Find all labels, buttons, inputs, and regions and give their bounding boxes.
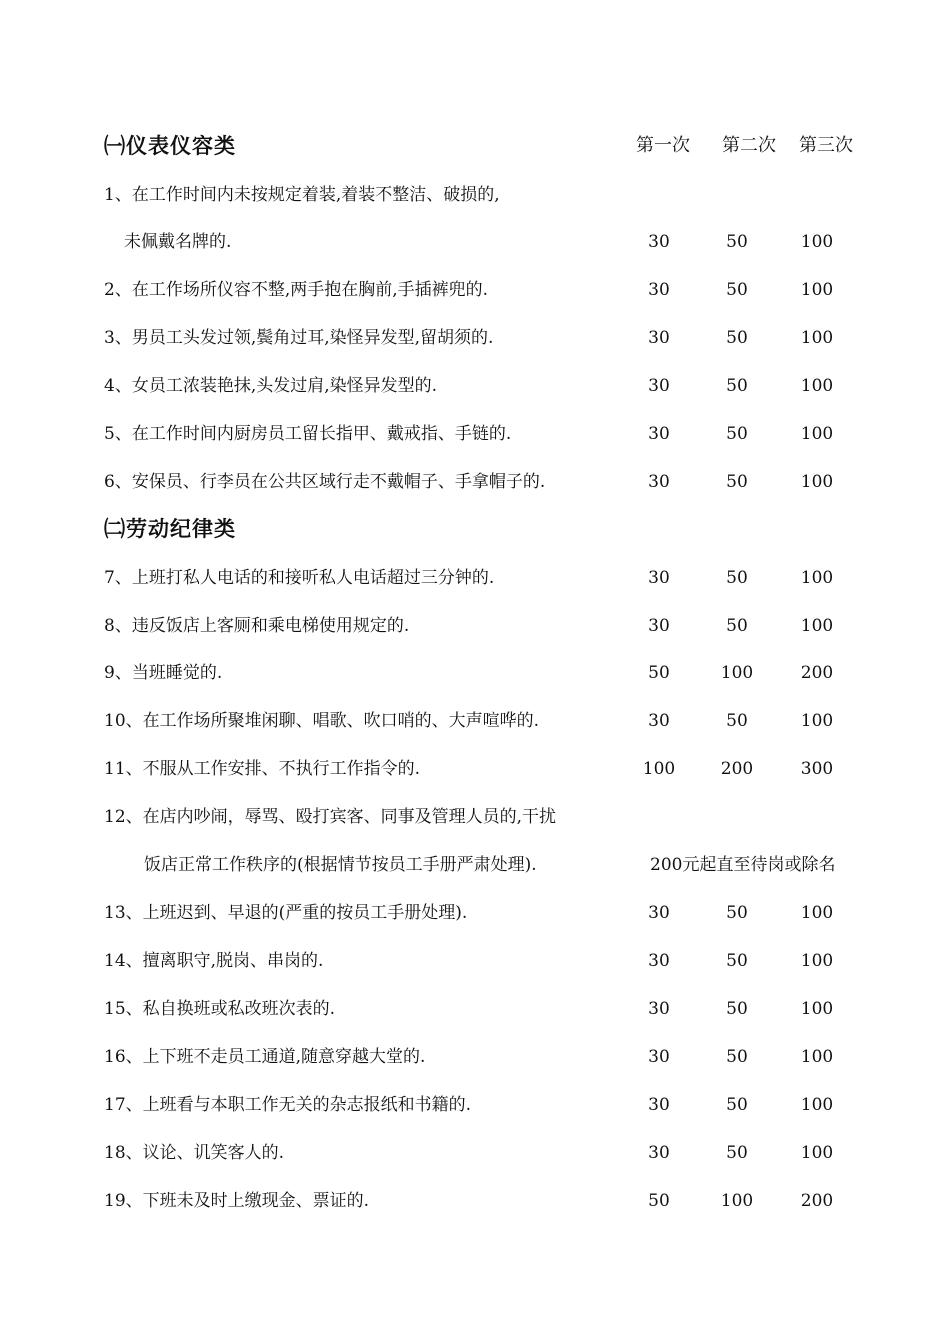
item-text: 4、女员工浓装艳抹,头发过肩,染怪异发型的. <box>104 376 438 396</box>
penalty-second: 50 <box>726 424 748 444</box>
penalty-third: 100 <box>800 376 834 396</box>
penalty-first: 50 <box>648 663 670 683</box>
list-item <box>0 419 950 449</box>
item-text: 7、上班打私人电话的和接听私人电话超过三分钟的. <box>104 568 495 588</box>
list-item <box>0 994 950 1024</box>
penalty-second: 50 <box>726 999 748 1019</box>
penalty-third: 100 <box>800 999 834 1019</box>
list-item <box>0 1042 950 1072</box>
item-text: 5、在工作时间内厨房员工留长指甲、戴戒指、手链的. <box>104 424 512 444</box>
list-item <box>0 1186 950 1216</box>
item-text: 12、在店内吵闹，辱骂、殴打宾客、同事及管理人员的,干扰 <box>104 807 557 827</box>
list-item <box>0 946 950 976</box>
penalty-second: 50 <box>726 1047 748 1067</box>
list-item <box>0 563 950 593</box>
penalty-third: 100 <box>800 1143 834 1163</box>
penalty-first: 50 <box>648 1191 670 1211</box>
item-text: 11、不服从工作安排、不执行工作指令的. <box>104 759 421 779</box>
penalty-first: 30 <box>648 328 670 348</box>
penalty-third: 100 <box>800 232 834 252</box>
list-item <box>0 323 950 353</box>
list-item <box>0 227 950 257</box>
penalty-first: 30 <box>648 999 670 1019</box>
penalty-first: 30 <box>648 568 670 588</box>
item-text: 13、上班迟到、早退的(严重的按员工手册处理). <box>104 903 468 923</box>
penalty-second: 50 <box>726 711 748 731</box>
section-header <box>0 131 950 161</box>
penalty-second: 100 <box>720 663 754 683</box>
penalty-second: 50 <box>726 472 748 492</box>
column-header-first: 第一次 <box>636 135 690 156</box>
penalty-second: 50 <box>726 280 748 300</box>
penalty-first: 30 <box>648 1143 670 1163</box>
penalty-third: 100 <box>800 711 834 731</box>
penalty-first: 30 <box>648 1047 670 1067</box>
penalty-note: 200元起直至待岗或除名 <box>650 855 836 875</box>
item-text: 18、议论、讥笑客人的. <box>104 1143 285 1163</box>
penalty-third: 100 <box>800 1047 834 1067</box>
penalty-third: 300 <box>800 759 834 779</box>
list-item <box>0 850 950 880</box>
penalty-third: 200 <box>800 1191 834 1211</box>
penalty-second: 50 <box>726 568 748 588</box>
list-item <box>0 658 950 688</box>
item-text: 3、男员工头发过领,鬓角过耳,染怪异发型,留胡须的. <box>104 328 494 348</box>
list-item <box>0 754 950 784</box>
penalty-third: 100 <box>800 472 834 492</box>
list-item <box>0 611 950 641</box>
penalty-first: 30 <box>648 376 670 396</box>
list-item <box>0 467 950 497</box>
list-item <box>0 180 950 210</box>
list-item <box>0 1090 950 1120</box>
penalty-second: 50 <box>726 1095 748 1115</box>
penalty-second: 50 <box>726 232 748 252</box>
penalty-second: 50 <box>726 616 748 636</box>
penalty-third: 100 <box>800 1095 834 1115</box>
list-item <box>0 802 950 832</box>
column-header-third: 第三次 <box>799 135 853 156</box>
penalty-third: 100 <box>800 328 834 348</box>
list-item <box>0 898 950 928</box>
list-item <box>0 1138 950 1168</box>
section-header <box>0 514 950 544</box>
section-title: ㈠仪表仪容类 <box>104 133 236 158</box>
item-text: 未佩戴名牌的. <box>124 232 232 252</box>
penalty-second: 50 <box>726 328 748 348</box>
list-item <box>0 706 950 736</box>
penalty-first: 30 <box>648 424 670 444</box>
column-header-second: 第二次 <box>722 135 776 156</box>
penalty-third: 200 <box>800 663 834 683</box>
penalty-first: 30 <box>648 232 670 252</box>
penalty-first: 30 <box>648 711 670 731</box>
penalty-third: 100 <box>800 903 834 923</box>
penalty-third: 100 <box>800 951 834 971</box>
item-text: 16、上下班不走员工通道,随意穿越大堂的. <box>104 1047 426 1067</box>
penalty-first: 30 <box>648 280 670 300</box>
section-title: ㈡劳动纪律类 <box>104 516 236 541</box>
penalty-third: 100 <box>800 424 834 444</box>
penalty-first: 30 <box>648 472 670 492</box>
penalty-first: 30 <box>648 1095 670 1115</box>
item-text: 15、私自换班或私改班次表的. <box>104 999 336 1019</box>
list-item <box>0 371 950 401</box>
penalty-first: 30 <box>648 951 670 971</box>
item-text: 19、下班未及时上缴现金、票证的. <box>104 1191 370 1211</box>
list-item <box>0 275 950 305</box>
penalty-second: 50 <box>726 903 748 923</box>
penalty-third: 100 <box>800 280 834 300</box>
penalty-second: 200 <box>720 759 754 779</box>
item-text: 9、当班睡觉的. <box>104 663 223 683</box>
item-text: 1、在工作时间内未按规定着装,着装不整洁、破损的, <box>104 185 500 205</box>
item-text: 6、安保员、行李员在公共区域行走不戴帽子、手拿帽子的. <box>104 472 546 492</box>
penalty-second: 50 <box>726 376 748 396</box>
item-text: 10、在工作场所聚堆闲聊、唱歌、吹口哨的、大声喧哗的. <box>104 711 540 731</box>
item-text: 8、违反饭店上客厕和乘电梯使用规定的. <box>104 616 410 636</box>
penalty-first: 30 <box>648 903 670 923</box>
penalty-third: 100 <box>800 616 834 636</box>
item-text: 17、上班看与本职工作无关的杂志报纸和书籍的. <box>104 1095 472 1115</box>
item-text: 14、擅离职守,脱岗、串岗的. <box>104 951 324 971</box>
penalty-second: 100 <box>720 1191 754 1211</box>
item-text: 饭店正常工作秩序的(根据情节按员工手册严肃处理). <box>144 855 537 875</box>
item-text: 2、在工作场所仪容不整,两手抱在胸前,手插裤兜的. <box>104 280 489 300</box>
penalty-first: 30 <box>648 616 670 636</box>
penalty-second: 50 <box>726 1143 748 1163</box>
penalty-first: 100 <box>642 759 676 779</box>
penalty-third: 100 <box>800 568 834 588</box>
penalty-second: 50 <box>726 951 748 971</box>
